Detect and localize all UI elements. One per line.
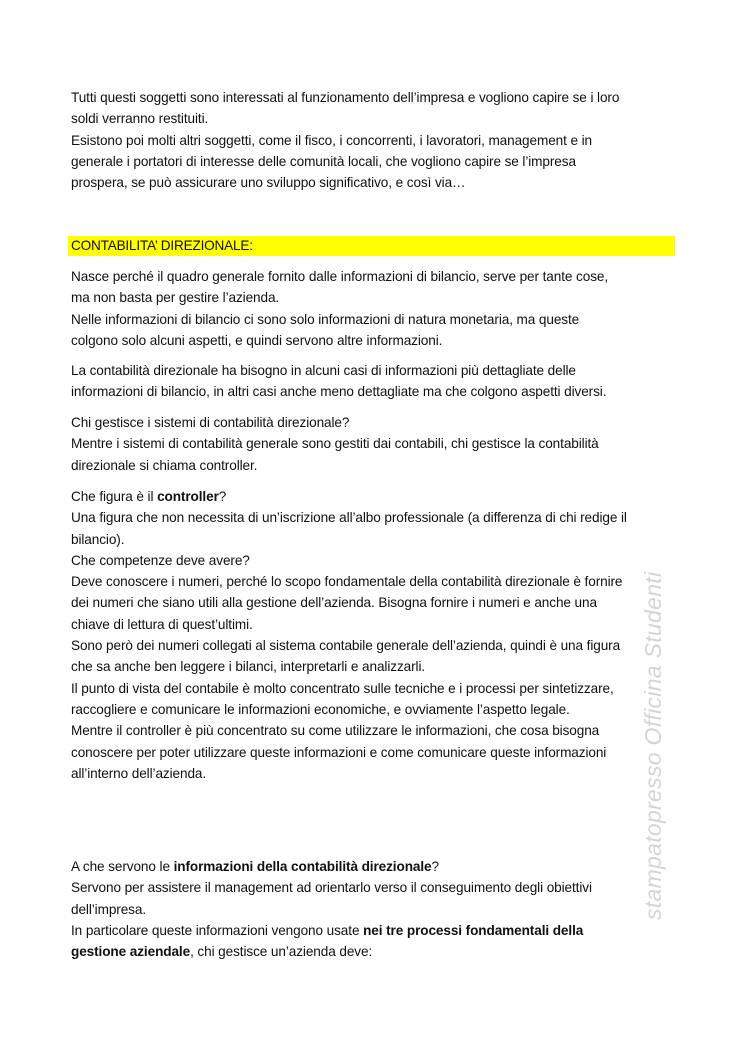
text-line: [71, 635, 681, 656]
bold-text: nei tre processi fondamentali della: [363, 922, 584, 938]
text-line: [71, 941, 681, 962]
text-segment: Nelle informazioni di bilancio ci sono solo informazioni di natura monetaria, ma queste: [71, 311, 580, 327]
text-line: [71, 763, 681, 784]
text-line: [71, 529, 681, 550]
text-line: [71, 330, 681, 351]
text-line: [71, 507, 681, 528]
text-line: [71, 381, 681, 402]
text-segment: raccogliere e comunicare le informazioni economiche, e ovviamente l’aspetto legale.: [71, 701, 570, 717]
text-line: [71, 656, 681, 677]
text-line: [71, 856, 681, 877]
text-segment: Servono per assistere il management ad orientarlo verso il conseguimento degli obiettivi: [71, 880, 592, 896]
text-line: [71, 433, 681, 454]
text-segment: Una figura che non necessita di un’iscrizione all’albo professionale (a differenza di chi redige il: [71, 510, 627, 526]
text-line: [71, 266, 681, 287]
text-segment: Che figura è il: [71, 489, 158, 504]
paragraph: [71, 266, 681, 351]
text-line: [71, 592, 681, 613]
text-segment: La contabilità direzionale ha bisogno in alcuni casi di informazioni più dettagliate delle: [71, 363, 576, 378]
text-segment: all’interno dell’azienda.: [71, 765, 207, 781]
text-segment: dell’impresa.: [71, 901, 147, 917]
text-line: [71, 920, 681, 941]
text-line: [71, 287, 681, 308]
text-line: [71, 108, 681, 129]
paragraph: [71, 412, 681, 476]
text-line: [71, 360, 681, 381]
text-segment: colgono solo alcuni aspetti, e quindi servono altre informazioni.: [71, 332, 443, 348]
text-line: [71, 172, 681, 193]
text-segment: soldi verranno restituiti.: [71, 111, 209, 127]
text-line: [71, 151, 681, 172]
text-segment: Chi gestisce i sistemi di contabilità direzionale?: [71, 415, 350, 430]
text-line: [71, 699, 681, 720]
text-line: [71, 412, 681, 433]
text-line: [71, 486, 681, 507]
text-segment: Mentre il controller è più concentrato su come utilizzare le informazioni, che cosa bisogna: [71, 723, 600, 739]
bold-text: controller: [157, 489, 219, 504]
text-line: [71, 130, 681, 151]
paragraph: [71, 856, 681, 962]
text-segment: In particolare queste informazioni vengono usate: [71, 922, 364, 938]
text-segment: conoscere per poter utilizzare queste informazioni e come comunicare queste informazioni: [71, 744, 607, 760]
text-segment: che sa anche ben leggere i bilanci, interpretarli e analizzarli.: [71, 659, 426, 675]
text-line: [71, 899, 681, 920]
text-segment: Mentre i sistemi di contabilità generale sono gestiti dai contabili, chi gestisce la contabilità: [71, 436, 599, 452]
text-line: [71, 455, 681, 476]
text-segment: ?: [218, 489, 227, 504]
text-segment: ?: [431, 859, 439, 874]
text-line: [71, 877, 681, 898]
text-segment: , chi gestisce un’azienda deve:: [190, 944, 373, 960]
text-segment: chiave di lettura di quest’ultimi.: [71, 616, 253, 632]
text-segment: informazioni di bilancio, in altri casi anche meno dettagliate ma che colgono aspetti diversi.: [71, 384, 607, 400]
text-line: [71, 742, 681, 763]
text-segment: generale i portatori di interesse delle comunità locali, che vogliono capire se l’impresa: [71, 153, 576, 169]
text-segment: bilancio).: [71, 531, 125, 547]
text-segment: Deve conoscere i numeri, perché lo scopo fondamentale della contabilità direzionale è fornire: [71, 574, 623, 590]
text-line: [71, 678, 681, 699]
text-segment: prospera, se può assicurare uno sviluppo significativo, e così via…: [71, 175, 466, 191]
text-segment: Esistono poi molti altri soggetti, come il fisco, i concorrenti, i lavoratori, management e in: [71, 132, 592, 148]
text-line: [71, 720, 681, 741]
text-segment: A che servono le: [71, 859, 174, 874]
text-segment: ma non basta per gestire l’azienda.: [71, 290, 280, 306]
bold-text: gestione aziendale: [71, 944, 191, 960]
text-segment: Tutti questi soggetti sono interessati al funzionamento dell’impresa e vogliono capire se i loro: [71, 90, 620, 105]
section-heading-highlight: [68, 236, 675, 256]
text-line: [71, 87, 681, 108]
bold-text: informazioni della contabilità direzionale: [173, 859, 432, 874]
paragraph: [71, 360, 681, 403]
text-segment: Che competenze deve avere?: [71, 552, 250, 568]
paragraph: [71, 87, 681, 193]
text-line: [71, 614, 681, 635]
text-segment: Nasce perché il quadro generale fornito dalle informazioni di bilancio, serve per tante cose,: [71, 269, 609, 284]
text-line: [71, 571, 681, 592]
section-heading: CONTABILITA’ DIREZIONALE:: [71, 238, 253, 253]
text-segment: direzionale si chiama controller.: [71, 457, 258, 473]
text-segment: dei numeri che siano utili alla gestione dell’azienda. Bisogna fornire i numeri e anche una: [71, 595, 597, 611]
text-segment: Il punto di vista del contabile è molto concentrato sulle tecniche e i processi per sintetizzare,: [71, 680, 614, 696]
text-line: [71, 309, 681, 330]
text-line: [71, 550, 681, 571]
paragraph: [71, 486, 681, 784]
text-segment: Sono però dei numeri collegati al sistema contabile generale dell’azienda, quindi è una figura: [71, 638, 621, 654]
watermark: stampatopresso Officina Studenti: [640, 571, 666, 920]
